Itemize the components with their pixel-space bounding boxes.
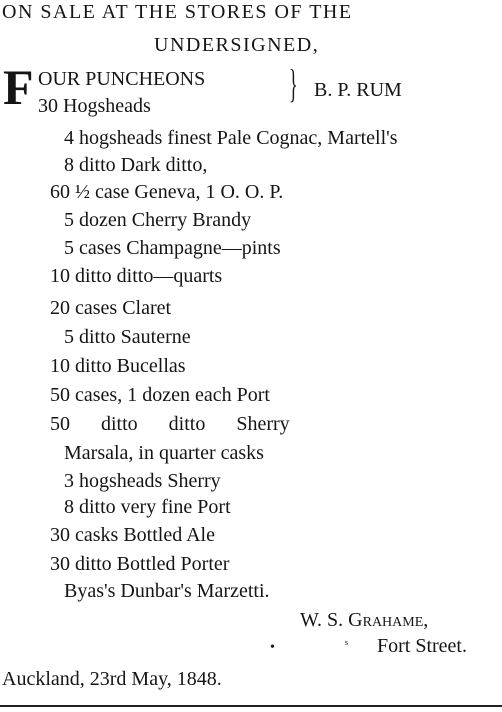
item-line: Byas's Dunbar's Marzetti.	[64, 580, 270, 602]
item-line: 4 hogsheads finest Pale Cognac, Martell's	[64, 127, 398, 149]
item-line: 30 ditto Bottled Porter	[50, 553, 230, 575]
heading-line-2: UNDERSIGNED,	[154, 34, 320, 56]
item-line: 10 ditto ditto—quarts	[50, 265, 223, 287]
item-line: 8 ditto very fine Port	[64, 496, 231, 518]
bullet-mark: •	[270, 640, 275, 655]
opening-line-1: OUR PUNCHEONS	[38, 68, 206, 90]
signature-name: W. S. Grahame,	[300, 609, 429, 631]
item-line: 5 ditto Sauterne	[64, 326, 191, 348]
item-line: 5 dozen Cherry Brandy	[64, 209, 252, 231]
item-line: 20 cases Claret	[50, 297, 172, 319]
item-line: 30 casks Bottled Ale	[50, 524, 215, 546]
item-line: 3 hogsheads Sherry	[64, 470, 221, 492]
item-line: 8 ditto Dark ditto,	[64, 154, 208, 176]
drop-cap: F	[3, 59, 34, 115]
tick-mark: ˢ	[345, 638, 348, 653]
bottom-rule	[0, 705, 502, 707]
brace-glyph: }	[289, 61, 298, 106]
dateline: Auckland, 23rd May, 1848.	[2, 668, 222, 690]
item-line: 10 ditto Bucellas	[50, 355, 186, 377]
item-line: 60 ½ case Geneva, 1 O. O. P.	[50, 181, 284, 203]
signature-address: Fort Street.	[377, 635, 467, 657]
heading-line-1: ON SALE AT THE STORES OF THE	[2, 1, 353, 23]
item-line: Marsala, in quarter casks	[64, 442, 264, 464]
item-line: 50 ditto ditto Sherry	[50, 413, 290, 435]
item-line: 5 cases Champagne—pints	[64, 237, 281, 259]
opening-line-2: 30 Hogsheads	[38, 95, 151, 117]
item-line: 50 cases, 1 dozen each Port	[50, 384, 270, 406]
rum-label: B. P. RUM	[314, 79, 402, 101]
